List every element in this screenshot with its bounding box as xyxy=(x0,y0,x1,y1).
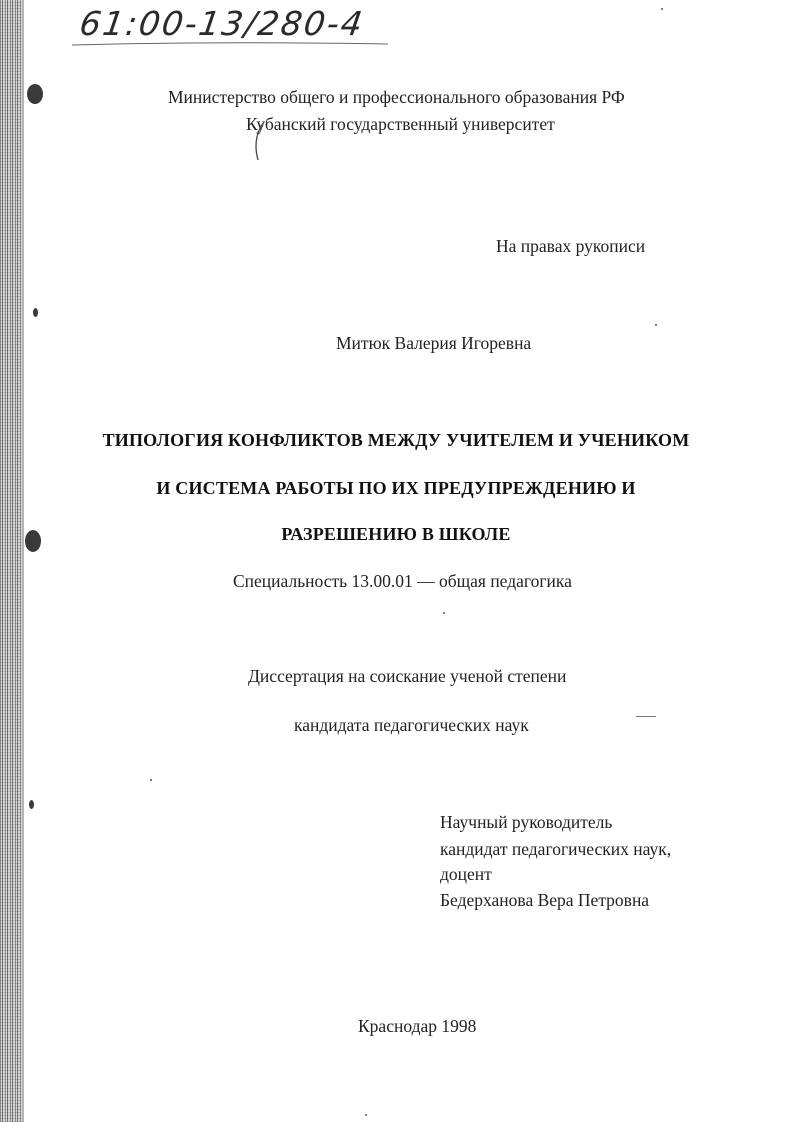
punch-hole-top xyxy=(27,84,43,104)
binding-edge xyxy=(22,0,24,1122)
manuscript-note: На правах рукописи xyxy=(496,236,646,256)
punch-hole-bottom xyxy=(29,800,34,809)
dissertation-title-line-2: И СИСТЕМА РАБОТЫ ПО ИХ ПРЕДУПРЕЖДЕНИЮ И xyxy=(156,478,636,498)
punch-hole-small xyxy=(33,308,38,317)
dissertation-title-line-3: РАЗРЕШЕНИЮ В ШКОЛЕ xyxy=(281,524,511,544)
pencil-dash-mark xyxy=(636,716,656,717)
pencil-bracket-mark xyxy=(250,120,270,180)
scan-speck xyxy=(365,1114,367,1116)
author-name: Митюк Валерия Игоревна xyxy=(336,333,532,353)
scan-speck xyxy=(655,324,657,326)
university-name: Кубанский государственный университет xyxy=(246,114,555,134)
ministry-name: Министерство общего и профессионального образования РФ xyxy=(168,87,625,107)
scan-speck xyxy=(443,612,445,614)
city-year: Краснодар 1998 xyxy=(358,1016,477,1036)
supervisor-name: Бедерханова Вера Петровна xyxy=(440,890,650,910)
dissertation-degree-line-2: кандидата педагогических наук xyxy=(294,715,529,735)
binding-strip xyxy=(0,0,22,1122)
pencil-underline xyxy=(70,40,390,48)
dissertation-title-line-1: ТИПОЛОГИЯ КОНФЛИКТОВ МЕЖДУ УЧИТЕЛЕМ И УЧЕНИКОМ xyxy=(102,430,690,450)
supervisor-label: Научный руководитель xyxy=(440,812,613,832)
specialty: Специальность 13.00.01 — общая педагогика xyxy=(233,571,572,591)
dissertation-degree-line-1: Диссертация на соискание ученой степени xyxy=(248,666,567,686)
archive-code-handwritten: 61:00-13/280-4 xyxy=(77,4,367,43)
supervisor-degree: кандидат педагогических наук, xyxy=(440,839,672,859)
scan-speck xyxy=(661,8,663,10)
supervisor-title: доцент xyxy=(440,864,492,884)
scan-speck xyxy=(150,779,152,781)
